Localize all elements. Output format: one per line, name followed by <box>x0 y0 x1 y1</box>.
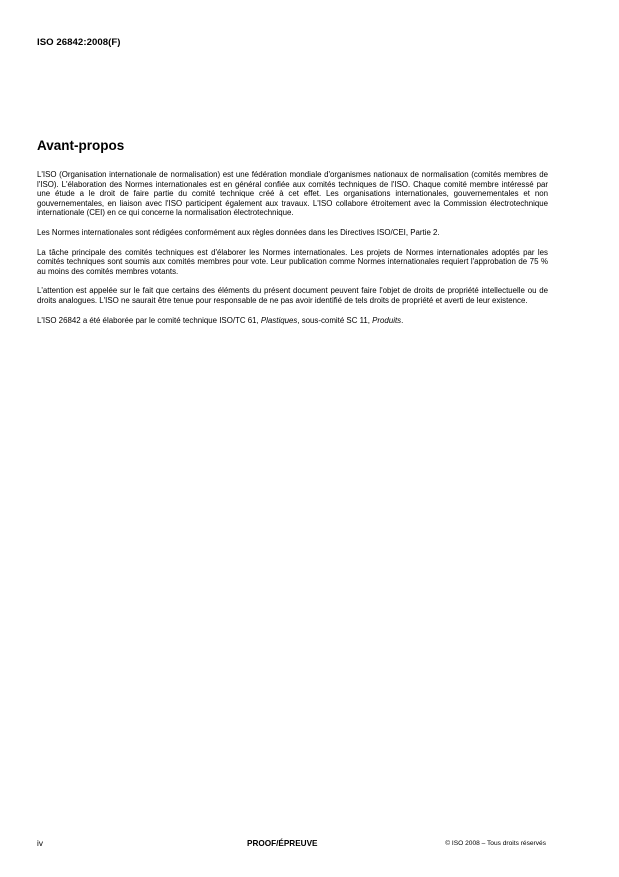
proof-label: PROOF/ÉPREUVE <box>247 839 318 848</box>
prepared-by-text-3: . <box>401 315 404 325</box>
foreword-body <box>37 170 548 335</box>
document-id-header: ISO 26842:2008(F) <box>37 37 121 48</box>
subcommittee-name-produits: Produits <box>372 315 402 325</box>
paragraph-technical-committees: La tâche principale des comités techniques est d'élaborer les Normes internationales. Les projets de Normes internationales adoptés par les comités techniques sont soumis aux comités membres pour vote. Leur publication comme Normes internationales requiert l'approbation de 75 % au moins des comités membres votants. <box>37 247 548 276</box>
paragraph-patent-rights: L'attention est appelée sur le fait que certains des éléments du présent document peuvent faire l'objet de droits de propriété intellectuelle ou de droits analogues. L'ISO ne saurait être tenue pour responsable de ne pas avoir identifié de tels droits de propriété et averti de leur existence. <box>37 286 548 305</box>
copyright-notice: © ISO 2008 – Tous droits réservés <box>445 840 546 847</box>
committee-name-plastiques: Plastiques <box>260 315 298 325</box>
section-title: Avant-propos <box>37 138 125 153</box>
paragraph-prepared-by <box>37 316 548 326</box>
page-number: iv <box>37 839 43 848</box>
prepared-by-text-2: , sous-comité SC 11, <box>297 315 373 325</box>
paragraph-iso-directives: Les Normes internationales sont rédigées conformément aux règles données dans les Directives ISO/CEI, Partie 2. <box>37 227 440 237</box>
paragraph-iso-organisation: L'ISO (Organisation internationale de normalisation) est une fédération mondiale d'organismes nationaux de normalisation (comités membres de l'ISO). L'élaboration des Normes internationales est en général confiée aux comités techniques de l'ISO. Chaque comité membre intéressé par une étude a le droit de faire partie du comité technique créé à cet effet. Les organisations internationales, gouvernementales et non gouvernementales, en liaison avec l'ISO participent également aux travaux. L'ISO collabore étroitement avec la Commission électrotechnique internationale (CEI) en ce qui concerne la normalisation électrotechnique. <box>37 170 548 218</box>
prepared-by-text-1: L'ISO 26842 a été élaborée par le comité technique ISO/TC 61, <box>37 315 261 325</box>
